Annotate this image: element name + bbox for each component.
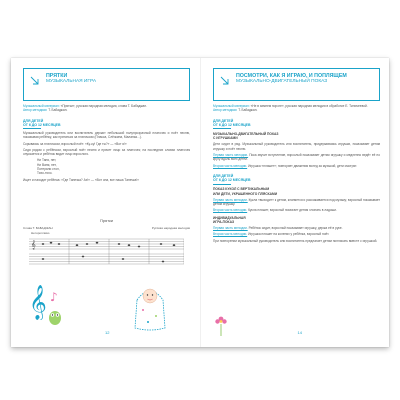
right-page [201,58,390,347]
score-title: Прятки [99,218,114,223]
right-paragraph-4 [213,198,380,207]
left-meta [23,104,190,113]
right-subheading-2b: ИЛИ ДЕТИ, УКРАШЕННОГО ПЛЯСКАМИ [213,191,278,196]
poem-line: Ни Ваня, нет, [37,162,57,167]
child-illustration [131,280,169,332]
right-paragraph-4-highlight: Первая часть мелодии. [213,197,248,202]
right-paragraph-7-text: Игрушка пляшет на коленях у ребёнка, взрослый поёт. [248,232,330,237]
left-author-value: Т. Бабаджан. [48,108,68,113]
right-page-number: 14 [297,330,302,335]
right-subheading-1b: С ИГРУШКАМИ [213,136,238,141]
svg-text:♪: ♪ [50,290,58,304]
left-page-number: 12 [105,330,110,335]
poem-line: Потеряли стол, [37,167,60,172]
right-paragraph-6 [213,226,380,230]
flower-icon [213,314,229,336]
left-meta-label: Музыкальный материал: [23,104,60,108]
music-score [23,218,190,268]
right-paragraph-5-text: Кукла пляшет, взрослый помогает детям хлопать в ладоши. [248,208,337,213]
left-title-box [23,68,190,101]
poem-line: Ни Таня, нет, [37,158,57,163]
right-meta [213,104,380,113]
right-paragraph-6-highlight: Первая часть мелодии. [213,226,248,230]
score-lyrics-credit: Слова Т. БАБАДЖАН [23,226,53,230]
right-author-value: Т. Бабаджан. [238,108,258,113]
right-meta-label: Музыкальный материал: [213,104,250,108]
corner-arrow-icon [219,75,230,86]
right-title: ПОСМОТРИ, КАК Я ИГРАЮ, И ПОПЛЯЩЕМ [236,73,347,79]
right-paragraph-2-highlight: Первая часть мелодии. [213,153,249,157]
right-paragraph-3-text: Игрушка «пляшет»; повторяет движения вслед за музыкой, дети смотрят. [248,163,358,168]
left-subtitle: МУЗЫКАЛЬНАЯ ИГРА [46,79,97,85]
right-meta-value: «Не в зимнем пороге», русская народная мелодия в обработке Е. Тиличеевой. [250,104,368,108]
score-melody-credit: Русская народная мелодия [151,226,190,230]
svg-text:𝄞: 𝄞 [31,240,36,249]
left-poem [37,158,190,175]
left-title: ПРЯТКИ [46,73,68,79]
right-subheading-3: ИНДИВИДУАЛЬНАЯ [213,215,246,220]
right-paragraph-7-highlight: Вторая часть мелодии. [213,232,248,237]
right-paragraph-5-highlight: Вторая часть мелодии. [213,208,248,213]
left-paragraph-3: Сидя рядом с ребёнком, взрослый поёт песню и прячет лицо за платочек; на последних словах платочек опускается и ребёнок видит лицо взрослого. [23,147,190,157]
left-author-label: Автор методики: [23,108,48,113]
right-subheading-1: МУЗЫКАЛЬНО-ДВИГАТЕЛЬНЫЙ ПОКАЗ [213,132,279,136]
right-age1-line1: ДЛЯ ДЕТЕЙ [213,118,234,123]
poem-line: Тихо-тихо. [37,171,53,176]
right-paragraph-3 [213,164,380,168]
right-age-heading-2 [213,174,380,184]
right-age2-line1: ДЛЯ ДЕТЕЙ [213,173,234,178]
right-author-label: Автор методики: [213,108,238,113]
right-subtitle: МУЗЫКАЛЬНО-ДВИГАТЕЛЬНЫЙ ПОКАЗ [236,79,328,85]
svg-text:𝄞: 𝄞 [29,285,47,320]
right-paragraph-2-text: Пока звучит вступление, взрослый показывает детям игрушку и медленно ведёт её по кругу вдоль всех детей. [213,153,380,162]
left-meta-value: «Прятки», русская народная мелодия, слова Т. Бабаджан. [60,104,147,108]
right-age-heading-1 [213,119,380,129]
right-paragraph-2 [213,153,380,162]
left-age-line1: ДЛЯ ДЕТЕЙ [23,118,44,123]
left-age-heading [23,119,190,129]
right-paragraph-1: Дети сидят в ряд. Музыкальный руководитель или воспитатель, придерживаясь игрушки, показывает детям игрушку и поёт песню. [213,142,380,151]
left-paragraph-4: Ищет и находит ребёнка: «Где Танечка? Ах!» — «Вот она, вот наша Танечка!» [23,177,139,182]
right-age1-line2: ОТ 6 ДО 12 МЕСЯЦЕВ [213,123,251,127]
left-paragraph-1: Музыкальный руководитель или воспитатель держит небольшой полупрозрачный платочек и поёт песню, показывая ребёнку, как прятаться за платочком (Плакса, Слёзкина, Маланья...). [23,131,190,140]
right-subheading-3b: ИГРА-ПОКАЗ [213,219,235,224]
left-age-line2: ОТ 6 ДО 12 МЕСЯЦЕВ [23,123,61,127]
right-paragraph-4-text: Кукла «выходит» к детям, кланяется и рассаживается под музыку; взрослый показывает детям игрушку. [213,197,380,206]
right-age1-underline [213,128,231,129]
right-paragraph-5 [213,208,380,212]
book-spread [11,58,389,347]
left-age-underline [23,128,41,129]
right-paragraph-3-highlight: Вторая часть мелодии. [213,163,248,168]
right-age2-line2: ОТ 6 ДО 12 МЕСЯЦЕВ [213,178,251,183]
corner-arrow-icon [29,75,40,86]
right-title-box [213,68,380,101]
owl-icon [47,306,63,326]
right-subheading-2: ПОКАЗ КУКОЛ С ВЕРТИКАЛЬНЫМ [213,187,270,192]
right-paragraph-7 [213,232,380,236]
right-paragraph-6-text: Ребёнок сидит, взрослый показывает игрушку, держа её в руке. [248,226,343,230]
right-paragraph-8: При повторении музыкальный руководитель или воспитатель предлагает детям поплясать вместе с игрушкой. [213,238,378,243]
left-page [11,58,200,347]
staff-notation [29,235,184,265]
music-note-icon [49,288,63,304]
right-age2-underline [213,184,231,185]
left-paragraph-2: Скрываясь за платочком, взрослый поёт: «Ку-ку! Где ты?» — «Вот я!» [23,141,127,146]
score-tempo: Неторопливо [31,231,50,235]
